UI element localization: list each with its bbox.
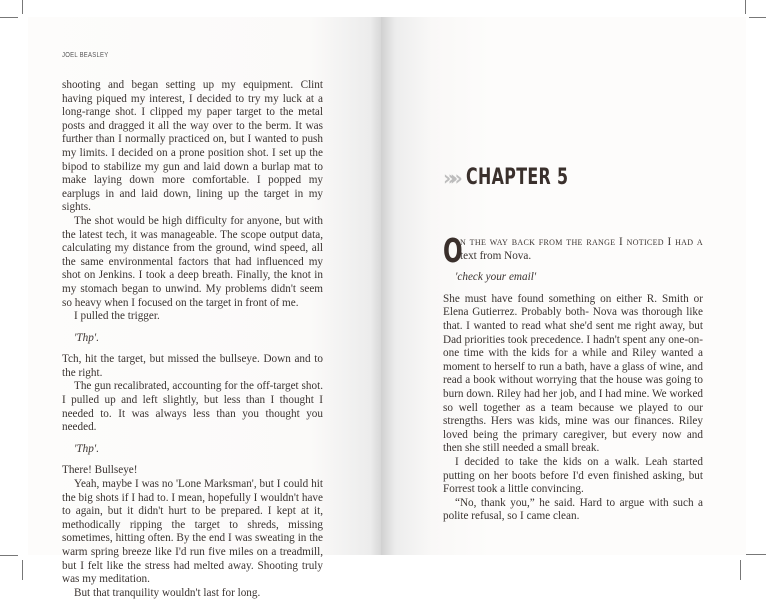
paragraph: The shot would be high difficulty for anyone, but with the latest tech, it was manageable. The scope output data, calculating my distance from the ground, wind speed, all the same environmental factors that had influenced my shot on Jenkins. I took a deep breath. Finally, the knot in my stomach began to unwind. My problems didn't seem so heavy when I focused on the target in front of me. [62,214,323,309]
crop-mark [746,554,766,555]
paragraph: Tch, hit the target, but missed the bullseye. Down and to the right. [62,353,323,379]
crop-mark [745,0,746,14]
crop-mark [749,17,766,18]
right-page [381,17,746,555]
paragraph: shooting and began setting up my equipment. Clint having piqued my interest, I decided to try my luck at a long-range shot. I clipped my paper target to the metal posts and dragged it all the way over to the berm. It was further than I normally practiced on, but I wanted to push my limits. I decided on a prone position shot. I set up the bipod to stabilize my gun and laid down a burlap mat to make laying down more comfortable. I popped my earplugs in and laid down, lining up the target in my sights. [62,79,323,214]
crop-mark [0,17,18,18]
paragraph: She must have found something on either R. Smith or Elena Gutierrez. Probably both- Nova was thorough like that. I wanted to read what she'd sent me right away, but Dad priorities took precedence. I hadn't spent any one-on-one time with the kids for a while and Riley wanted a moment to herself to run a bath, have a glass of wine, and read a book without worrying that the house was going to burn down. Riley had her job, and I had mine. We worked so well together as a team because we played to our strengths. Hers was kids, mine was our finances. Riley loved being the primary caregiver, but every now and then she still needed a small break. [443,292,703,455]
crop-mark [0,555,18,556]
opening-small-caps: n the way back from the range I noticed I had a [460,236,703,248]
crop-mark [22,0,23,14]
opening-rest: text from Nova. [460,249,532,262]
paragraph: 'check your email' [455,271,537,284]
running-head: JOEL BEASLEY [62,52,109,59]
paragraph: I decided to take the kids on a walk. Leah started putting on her boots before I'd even finished asking, but Forrest took a little convincing. [443,455,703,496]
paragraph: 'Thp'. [74,331,99,344]
paragraph: I pulled the trigger. [74,310,160,323]
paragraph: The gun recalibrated, accounting for the off-target shot. I pulled up and left slightly, but less than I thought I needed to. It was always less than you thought you needed. [62,380,323,434]
right-page-body [443,231,703,524]
crop-mark [22,560,23,580]
chapter-heading [443,165,608,190]
left-page [28,17,381,599]
crop-mark [740,560,741,580]
chapter-title: CHAPTER 5 [465,165,569,190]
paragraph: Yeah, maybe I was no 'Lone Marksman', but I could hit the big shots if I had to. I mean, hopefully I wouldn't have to again, but it didn't hurt to be prepared. I kept at it, methodically ripping the target to shreds, missing sometimes, hitting often. By the end I was sweating in the warm spring breeze like I'd run five miles on a treadmill, but I felt like the stress had melted away. Shooting truly was my meditation. [62,478,323,586]
paragraph: But that tranquility wouldn't last for long. [74,586,261,599]
paragraph: “No, thank you,” he said. Hard to argue with such a polite refusal, so I came clean. [443,496,703,523]
drop-cap: O [443,231,463,270]
opening-paragraph [443,231,703,270]
paragraph: 'Thp'. [74,442,99,455]
chevron-icon: »» [443,165,457,190]
paragraph: There! Bullseye! [62,464,138,477]
left-page-body [62,79,323,600]
